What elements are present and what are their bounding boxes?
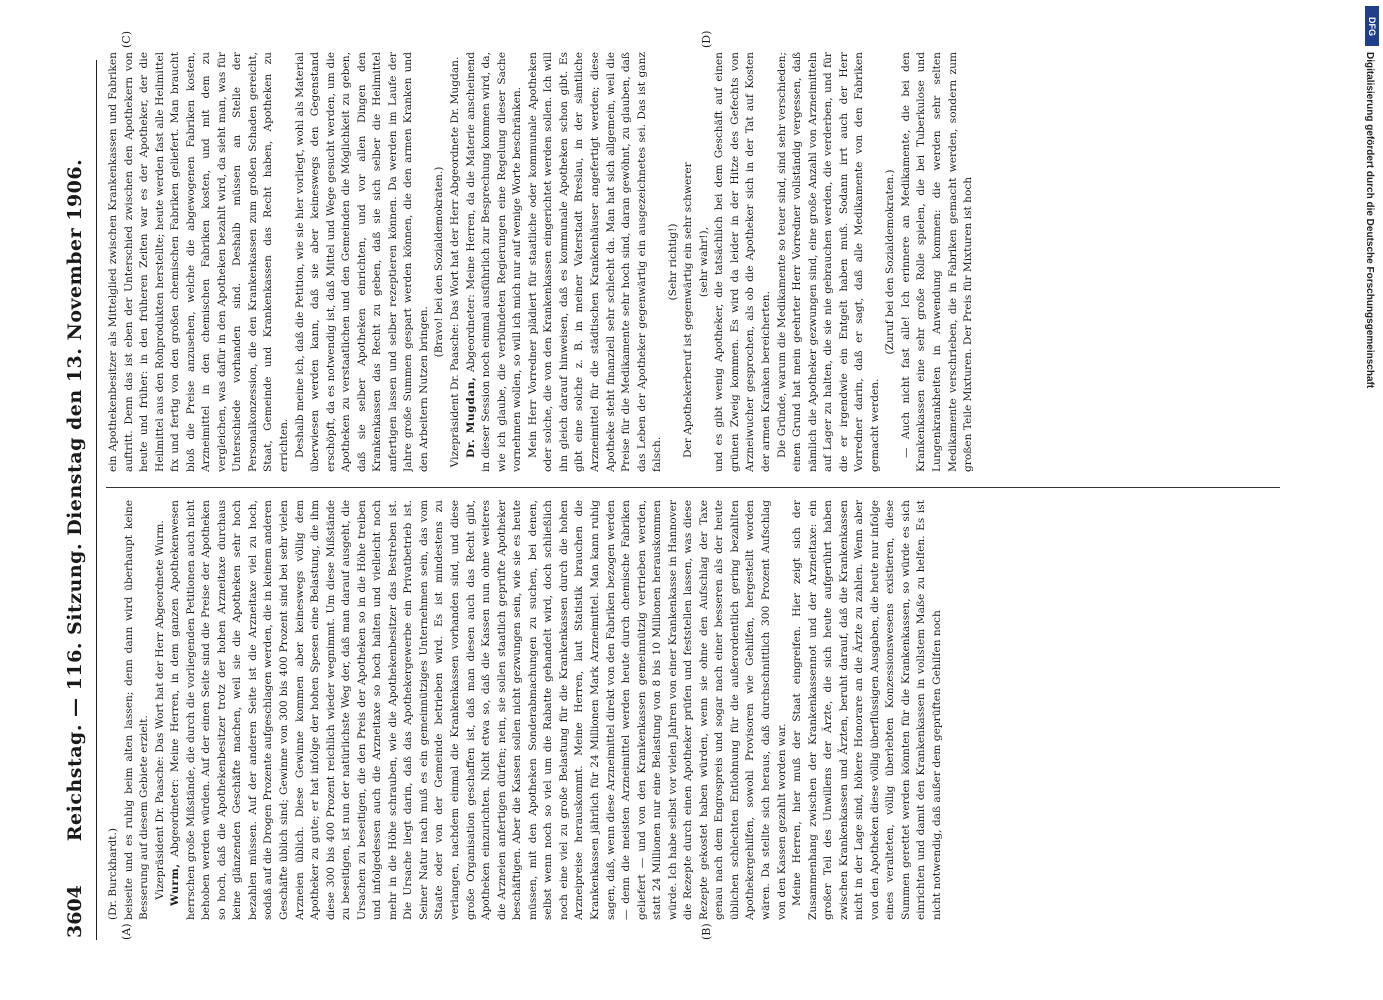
- chair-announcement: Vizepräsident Dr. Paasche: Das Wort hat der Herr Abgeordnete Wurm.: [153, 520, 166, 900]
- scan-funding-note: Digitalisierung gefördert durch die Deutsche Forschungsgemeinschaft: [1364, 52, 1375, 389]
- interjection: (Zuruf bei den Sozialdemokraten.): [884, 169, 897, 355]
- paragraph: Meine Herren, hier muß der Staat eingreifen. Hier zeigt sich der Zusammenhang zwischen der Krankenkassennot und der Arzneitaxe: ein großer Teil des Unwillens der Ärzte, die sich heute aufgerührt haben zwischen Krankenkassen und Ärzten, beruht darauf, daß die Krankenkassen nicht in der Lage sind, höhere Honorare an die Ärzte zu zahlen. Wenn aber von den Apotheken diese völlig überflüssigen Ausgaben, die heute nur infolge eines veralteten, völlig überlebten Konzessionswesens existieren, diese Summen gerettet werden könnten für die Krankenkassen, so würde es sich einrichten und damit den Krankenkassen in vollstem Maße zu helfen. Es ist nicht notwendig, daß außer dem geprüften Gehilfen noch: [791, 500, 943, 920]
- speaker-running-tag: (Dr. Burckhardt.): [107, 827, 119, 920]
- paragraph: Mein Herr Vorredner plädiert für staatliche oder kommunale Apotheken oder solche, die von den Krankenkassen eingerichtet werden sollen. Ich will ihn gleich darauf hinweisen, daß es kommunale Apotheken schon gibt. Es gibt eine solche z. B. in meiner Vaterstadt Breslau, in der sämtliche Arzneimittel für die städtischen Krankenhäuser angefertigt werden; diese Apotheke steht finanziell sehr schlecht da. Man hat sich allgemein, weil die Preise für die Medikamente sehr hoch sind, daran gewöhnt, zu glauben, daß das Leben der Apotheker gegenwärtig ein ausgezeichnetes sei. Das ist ganz falsch.: [526, 52, 664, 472]
- dfg-logo: DFG: [1365, 6, 1379, 46]
- paragraph: beiseite und es ruhig beim alten lassen; denn dann wird überhaupt keine Besserung auf diesem Gebiete erzielt.: [122, 500, 151, 920]
- paragraph: Die Gründe, warum die Medikamente so teuer sind, sind sehr verschieden; einen Grund hat mein geehrter Herr Vorredner vollständig vergessen, daß nämlich die Apotheker gezwungen sind, eine große Anzahl von Arzneimitteln auf Lager zu halten, die sie nie gebrauchen werden, die verderben, und für die er irgendwie ein Entgelt haben muß. Sodann irrt auch der Herr Vorredner darin, daß er sagt, daß alle Medikamente von den Fabriken gemacht werden.: [775, 52, 881, 472]
- interjection: (Sehr richtig!): [666, 223, 679, 301]
- interjection: (Bravo! bei den Sozialdemokraten.): [433, 166, 446, 358]
- margin-marker-d: (D): [700, 30, 713, 48]
- column-divider: [106, 487, 1280, 488]
- paragraph: [464, 52, 526, 472]
- paragraph: ein Apothekenbesitzer als Mittelglied zwischen Krankenkassen und Fabriken auftritt. Denn das ist eben der Unterschied zwischen den Apothekern von heute und früher: in den früheren Zeiten war es der Apotheker, der die Heilmittel aus den Rohprodukten herstellte; heute werden fast alle Heilmittel fix und fertig von den großen chemischen Fabriken geliefert. Man braucht bloß die Preise anzusehen, welche die abgewogenen Fabriken kosten, Arzneimittel in den chemischen Fabriken kosten, und mit dem zu vergleichen, was dafür in den Apotheken bezahlt wird, da sieht man, was für Unterschiede vorhanden sind. Deshalb müssen an Stelle der Personalkonzession, die den Krankenkassen zum großen Schaden gereicht, Staat, Gemeinde und Krankenkassen das Recht haben, Apotheken zu errichten.: [107, 52, 291, 472]
- paragraph: Der Apothekerberuf ist gegenwärtig ein sehr schwerer: [682, 162, 695, 458]
- speaker-name: Dr. Mugdan,: [464, 376, 477, 458]
- paragraph: — Auch nicht fast alle! Ich erinnere an Medikamente, die bei den Krankenkassen eine sehr große Rolle spielen, die bei Tuberkulose und Lungenkrankheiten in Anwendung kommen: die werden sehr selten Medikamente verschrieben, die in Fabriken gemacht werden, sondern zum großen Teile Mixturen. Der Preis für Mixturen ist hoch: [899, 52, 975, 472]
- page-number: 3604: [64, 885, 86, 938]
- margin-marker-b: (B): [700, 923, 713, 940]
- interjection: (sehr wahr!),: [697, 226, 710, 298]
- speech-text: Abgeordneter: Meine Herren, da die Materie anscheinend in dieser Session noch einmal ausführlich zur Besprechung kommen wird, da, wie ich glaube, die verbündeten Regierungen eine Regelung dieser Sache vornehmen wollen, so will ich mich nur auf wenige Worte beschränken.: [464, 52, 524, 472]
- paragraph: [168, 500, 790, 920]
- paragraph: Deshalb meine ich, daß die Petition, wie sie hier vorliegt, wohl als Material überwiesen werden kann, daß sie aber keineswegs den Gegenstand erschöpft, da es notwendig ist, daß Mittel und Wege gesucht werden, um die Apotheken zu verstaatlichen und den Gemeinden die Möglichkeit zu geben, daß sie selber Apotheken einrichten, und vor allen Dingen den Krankenkassen das Recht zu geben, daß sie sich selber die Heilmittel anfertigen lassen und selber rezeptieren können. Da werden im Laufe der Jahre große Summen gespart werden können, die den armen Kranken und den Arbeitern Nutzen bringen.: [293, 52, 430, 472]
- speaker-name: Wurm,: [169, 863, 182, 906]
- paragraph: und es gibt wenig Apotheker, die tatsächlich bei dem Geschäft auf einen grünen Zweig kommen. Es wird da leider in der Hitze des Gefechts von Arzneiwucher gesprochen, als ob die Apotheker sich in der Tat auf Kosten der armen Kranken bereicherten.: [713, 52, 772, 472]
- page-header: [64, 0, 90, 1000]
- left-column: [106, 500, 1280, 920]
- speech-text: Abgeordneter: Meine Herren, in dem ganzen Apothekenwesen herrschen große Mißstände, die durch die vorliegenden Petitionen auch nicht behoben werden würden. Auf der einen Seite sind die Preise der Apotheken so hoch, daß die Apothekenbesitzer trotz der hohen Arzneitaxe durchaus keine glänzenden Geschäfte machen, weil sie die Apotheken sehr hoch bezahlen müssen. Auf der anderen Seite ist die Arzneitaxe viel zu hoch, sodaß auf die Drogen Prozente aufgeschlagen werden, die in keinem anderen Geschäfte üblich sind; Gewinne von 300 bis 400 Prozent sind bei sehr vielen Arzneien üblich. Diese Gewinne kommen aber keineswegs völlig dem Apotheker zu gute; er hat infolge der hohen Spesen eine Belastung, die ihm diese 300 bis 400 Prozent reichlich wieder wegnimmt. Um diese Mißstände zu beseitigen, ist nun der natürlichste Weg der, daß man darauf ausgeht, die Ursachen zu beseitigen, die den Preis der Apotheken so in die Höhe treiben und infolgedessen auch die Arzneitaxe so hoch halten und vielleicht noch mehr in die Höhe schrauben, wie die Apothekenbesitzer das Bestreben ist. Die Ursache liegt darin, daß das Apothekergewerbe ein Privatbetrieb ist. Seiner Natur nach muß es ein gemeinnütziges Unternehmen sein, das vom Staate oder von der Gemeinde betrieben wird. Es ist mindestens zu verlangen, nachdem einmal die Krankenkassen vorhanden sind, und diese große Organisation geschaffen ist, daß man diesen auch das Recht gibt, Apotheken einzurichten. Nicht etwa so, daß die Kassen nun ohne weiteres die Arzneien anfertigen dürfen; nein, sie sollen staatlich geprüfte Apotheker beschäftigen. Aber die Kassen sollen nicht gezwungen sein, wie sie es heute müssen, mit den Apotheken Sonderabmachungen zu suchen, bei denen, selbst wenn noch so viel um die Rabatte gehandelt wird, doch schließlich noch eine viel zu große Belastung für die Krankenkassen durch die hohen Arzneipreise herauskommt. Meine Herren, laut Statistik brauchen die Krankenkassen jährlich für 24 Millionen Mark Arzneimittel. Man kann ruhig sagen, daß, wenn diese Arzneimittel direkt von den Fabriken bezogen werden — denn die meisten Arzneimittel werden heute durch chemische Fabriken geliefert — und von den Krankenkassen gemeinnützig vertrieben werden, statt 24 Millionen nur eine Belastung von 8 bis 10 Millionen herauskommen würde. Ich habe selbst vor vielen Jahren von einer Krankenkasse in Hannover die Rezepte durch einen Apotheker prüfen und feststellen lassen, was diese Rezepte gekostet haben würden, wenn sie ohne den Aufschlag der Taxe genau nach dem Engrospreis und sogar nach einer besseren als der heute üblichen schlechten Entlohnung für die außerordentlich gering bezahlten Apothekergehilfen, sowohl Provisoren wie Gehilfen, hergestellt worden wären. Da stellte sich heraus, daß durchschnittlich 300 Prozent Aufschlag von den Kassen gezahlt worden war.: [169, 500, 788, 920]
- header-rule: [96, 60, 97, 940]
- margin-marker-a: (A): [120, 923, 133, 940]
- running-title: Reichstag. — 116. Sitzung. Dienstag den 13. November 1906.: [64, 158, 86, 842]
- document-page: [20, 0, 1320, 1000]
- margin-marker-c: (C): [120, 31, 133, 48]
- right-column: [106, 52, 1280, 472]
- chair-announcement: Vizepräsident Dr. Paasche: Das Wort hat der Herr Abgeordnete Dr. Mugdan.: [449, 56, 462, 468]
